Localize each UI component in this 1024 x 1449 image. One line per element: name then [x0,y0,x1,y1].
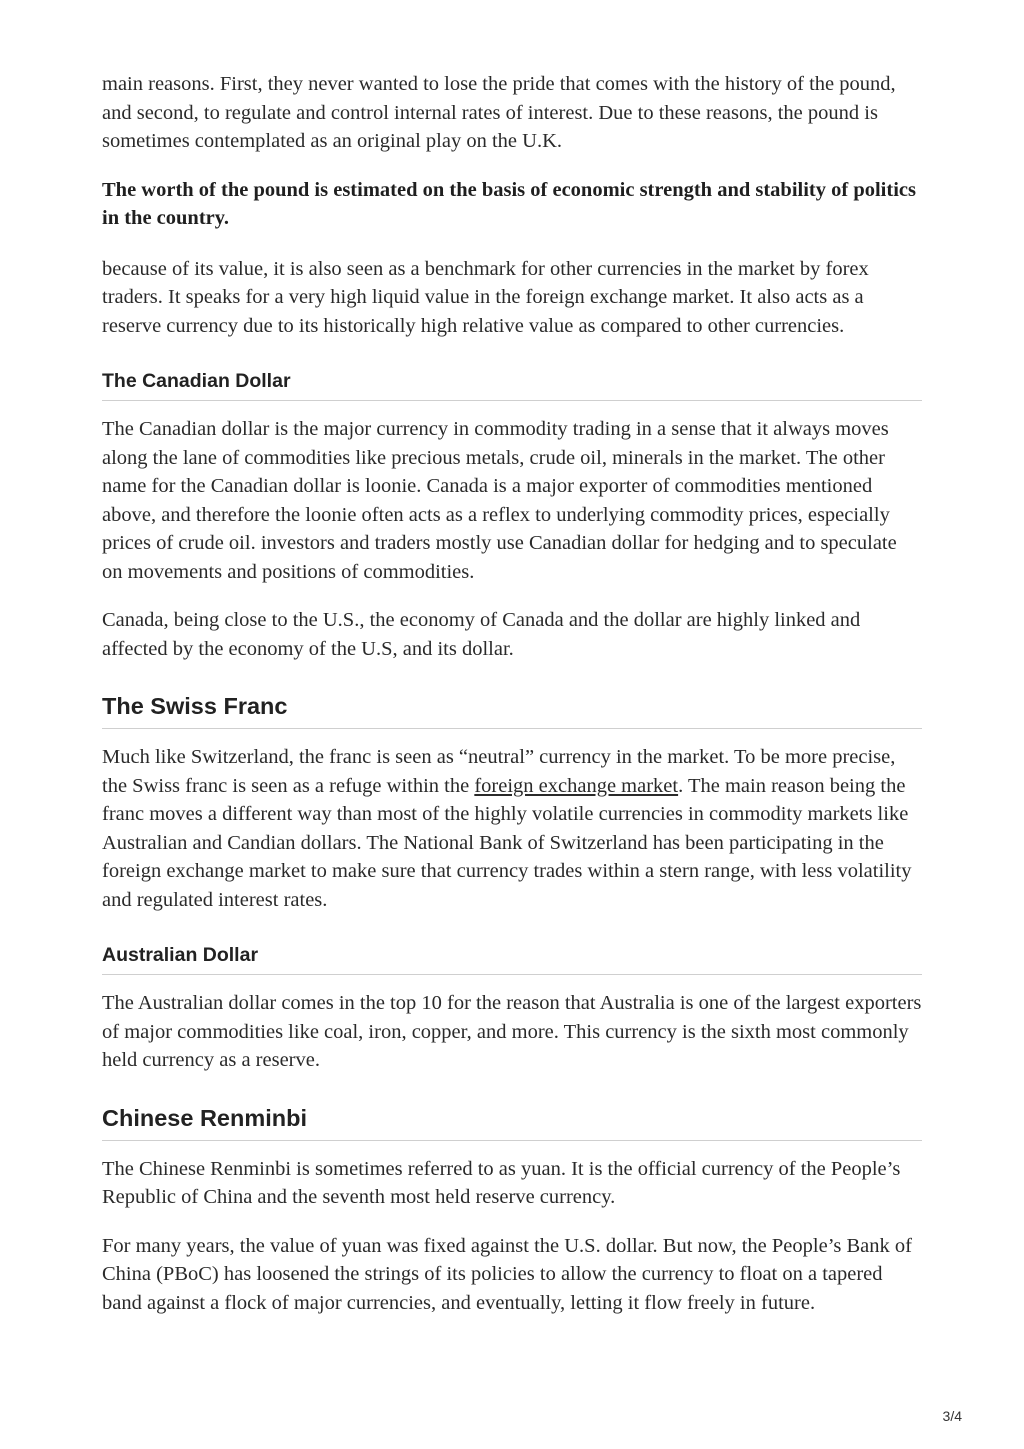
swiss-text-before-link: Much like Switzerland, the franc is seen as “neutral” currency in the market. To be more precise, the Swiss franc is seen as a refuge within the [102,746,896,797]
canadian-paragraph-1: The Canadian dollar is the major currency in commodity trading in a sense that it always moves along the lane of commodities like precious metals, crude oil, minerals in the market. The other name for the Canadian dollar is loonie. Canada is a major exporter of commodities mentioned above, and therefore the loonie often acts as a reflex to underlying commodity prices, especially prices of crude oil. investors and traders mostly use Canadian dollar for hedging and to speculate on movements and positions of commodities. [102,418,897,583]
bold-statement: The worth of the pound is estimated on the basis of economic strength and stability of politics in the country. [102,178,916,229]
canadian-paragraph-2: Canada, being close to the U.S., the economy of Canada and the dollar are highly linked and affected by the economy of the U.S, and its dollar. [102,609,861,660]
swiss-paragraph [102,743,922,914]
page-number: 3/4 [942,1408,962,1424]
article-body [102,70,922,1337]
chinese-paragraph-1: The Chinese Renminbi is sometimes referred to as yuan. It is the official currency of the People’s Republic of China and the seventh most held reserve currency. [102,1157,901,1208]
swiss-franc-heading: The Swiss Franc [102,683,922,729]
chinese-renminbi-heading: Chinese Renminbi [102,1095,922,1141]
australian-dollar-heading: Australian Dollar [102,934,922,975]
canadian-dollar-heading: The Canadian Dollar [102,360,922,401]
swiss-text-after-link: . The main reason being the franc moves a different way than most of the highly volatile currencies in commodity markets like Australian and Candian dollars. The National Bank of Switzerland has been participating in the foreign exchange market to make sure that currency trades within a stern range, with less volatility and regulated interest rates. [102,774,912,911]
intro-paragraph: main reasons. First, they never wanted to lose the pride that comes with the history of the pound, and second, to regulate and control internal rates of interest. Due to these reasons, the pound is sometimes contemplated as an original play on the U.K. [102,73,896,152]
foreign-exchange-market-link[interactable]: foreign exchange market [474,774,679,797]
chinese-paragraph-2: For many years, the value of yuan was fixed against the U.S. dollar. But now, the People’s Bank of China (PBoC) has loosened the strings of its policies to allow the currency to float on a tapered band against a flock of major currencies, and eventually, letting it flow freely in future. [102,1234,912,1314]
australian-paragraph: The Australian dollar comes in the top 10 for the reason that Australia is one of the largest exporters of major commodities like coal, iron, copper, and more. This currency is the sixth most commonly held currency as a reserve. [102,992,922,1071]
pound-paragraph: because of its value, it is also seen as a benchmark for other currencies in the market by forex traders. It speaks for a very high liquid value in the foreign exchange market. It also acts as a reserve currency due to its historically high relative value as compared to other currencies. [102,257,869,337]
